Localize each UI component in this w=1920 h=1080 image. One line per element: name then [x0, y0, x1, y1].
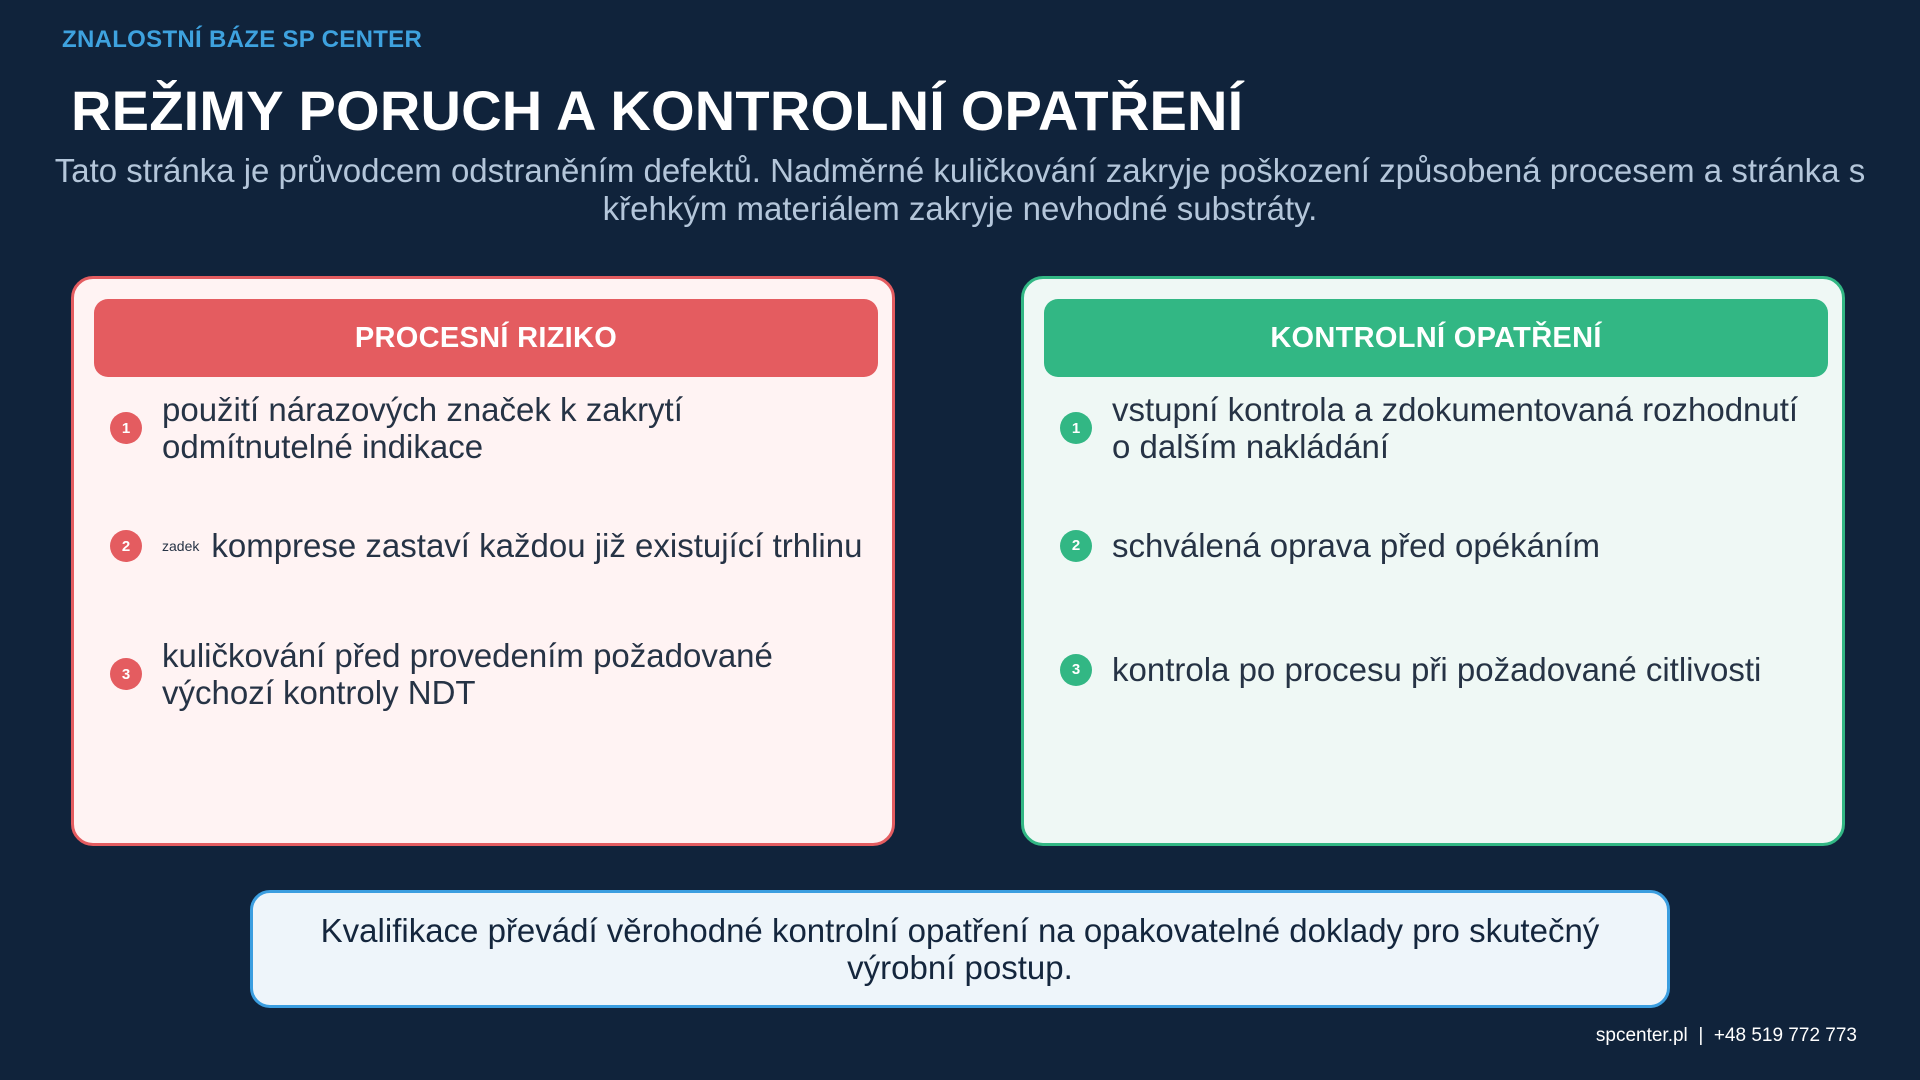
risk-number-badge-2: 2 [110, 530, 142, 562]
risk-item-3 [110, 637, 870, 711]
control-number-badge-2: 2 [1060, 530, 1092, 562]
qualification-callout-text: Kvalifikace převádí věrohodné kontrolní opatření na opakovatelné doklady pro skutečný výrobní postup. [320, 912, 1600, 986]
control-item-1 [1060, 391, 1820, 465]
process-risk-header: PROCESNÍ RIZIKO [94, 299, 878, 377]
control-item-text-3: kontrola po procesu při požadované citlivosti [1112, 651, 1762, 688]
page-title: REŽIMY PORUCH A KONTROLNÍ OPATŘENÍ [71, 79, 1244, 142]
contact-info: spcenter.pl | +48 519 772 773 [1595, 1025, 1857, 1046]
risk-number-badge-3: 3 [110, 658, 142, 690]
risk-number-badge-1: 1 [110, 412, 142, 444]
qualification-callout [250, 890, 1670, 1008]
risk-item-1 [110, 391, 870, 465]
risk-item-tag: zadek [162, 538, 200, 554]
control-measures-card [1021, 276, 1845, 846]
control-number-badge-3: 3 [1060, 654, 1092, 686]
process-risk-card [71, 276, 895, 846]
risk-item-text-3: kuličkování před provedením požadované výchozí kontroly NDT [162, 637, 773, 711]
control-item-3 [1060, 651, 1820, 688]
control-number-badge-1: 1 [1060, 412, 1092, 444]
control-item-2 [1060, 527, 1820, 564]
control-measures-header: KONTROLNÍ OPATŘENÍ [1044, 299, 1828, 377]
page-subtitle: Tato stránka je průvodcem odstraněním defektů. Nadměrné kuličkování zakryje poškození způsobená procesem a stránka s křehkým materiálem zakryje nevhodné substráty. [54, 152, 1866, 227]
risk-item-text-2: komprese zastaví každou již existující trhlinu [211, 527, 863, 564]
brand-label: ZNALOSTNÍ BÁZE SP CENTER [62, 26, 423, 53]
control-item-text-1: vstupní kontrola a zdokumentovaná rozhodnutí o dalším nakládání [1112, 391, 1799, 465]
control-item-text-2: schválená oprava před opékáním [1112, 527, 1600, 564]
risk-item-2 [110, 527, 870, 565]
risk-item-text-1: použití nárazových značek k zakrytí odmítnutelné indikace [162, 391, 683, 465]
